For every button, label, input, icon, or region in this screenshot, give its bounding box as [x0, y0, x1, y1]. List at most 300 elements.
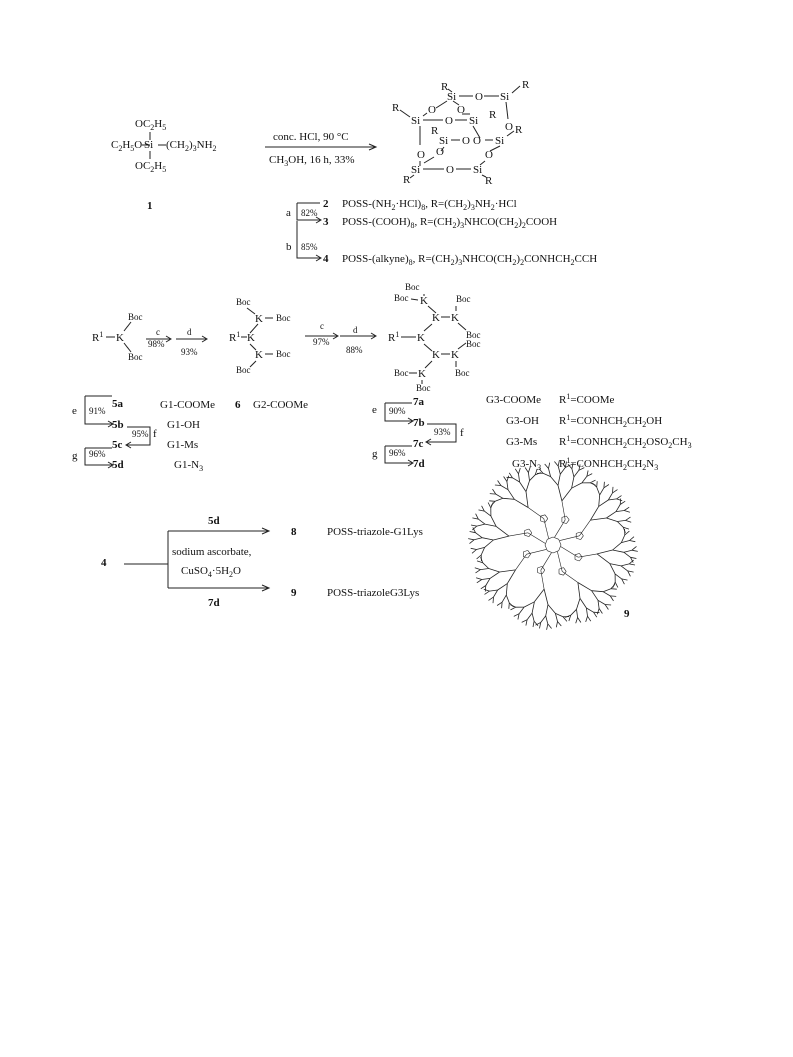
cage-r: R: [441, 81, 449, 93]
dendrimer-bond: [592, 483, 596, 487]
dendrimer-bond: [494, 590, 498, 597]
dendrimer-bond: [578, 618, 581, 623]
dendrimer-bond: [500, 570, 516, 572]
product-text: POSS-$(COOH)_8$, $R=(CH_2)_3NHCO(CH_2)_2COOH$: [342, 216, 558, 230]
compound-label: 5d: [112, 459, 124, 471]
compound-label: 7a: [413, 396, 424, 408]
scheme1-products: [286, 198, 597, 267]
conditions-top: conc. HCl, 90 °C: [273, 131, 349, 143]
dendrimer-bond: [579, 520, 590, 536]
dendrimer-bond: [599, 495, 600, 507]
boc-group: Boc: [466, 330, 481, 340]
product-text: POSS-$(alkyne)_8$, $R=(CH_2)_3NHCO(CH_2)_2CONHCH_2CCH$: [342, 253, 598, 267]
dendrimer-bond: [526, 481, 530, 492]
arrow-g2-to-g3: [305, 321, 376, 355]
dendrimer-bond: [528, 554, 531, 558]
dendrimer-bond: [586, 616, 588, 622]
dendrimer-bond: [507, 476, 509, 482]
compound-name: $G3-N_3$: [512, 458, 542, 472]
dendrimer-bond: [545, 539, 547, 545]
dendrimer-bond: [599, 609, 602, 614]
dendrimer-bond: [548, 624, 552, 629]
step-letter: f: [153, 428, 157, 440]
dendrimer-bond: [534, 589, 544, 602]
product-label: 2: [323, 198, 329, 210]
boc-group: Boc: [394, 368, 409, 378]
dendrimer-bond: [632, 550, 638, 551]
dendrimer-bond: [626, 517, 631, 520]
step-letter: e: [72, 405, 77, 417]
boc-group: Boc: [456, 294, 471, 304]
cage-r: R: [522, 79, 530, 91]
step-letter: c: [156, 327, 160, 337]
dendrimer-bond: [547, 624, 548, 630]
dendrimer-bond: [576, 618, 578, 624]
k-atom: K: [255, 349, 263, 361]
boc-group: Boc: [405, 282, 420, 292]
dendrimer-bond: [572, 483, 582, 488]
dendrimer-bond: [605, 605, 608, 610]
dendrimer-bond: [608, 493, 612, 500]
dendrimer-bond: [624, 552, 631, 557]
dendrimer-bond: [613, 550, 624, 552]
dendrimer-bond: [603, 589, 611, 592]
dendrimer-bond: [559, 574, 564, 575]
scheme3: [101, 515, 423, 609]
step-letter: g: [72, 450, 78, 462]
product-text: POSS-$(NH_2\cdot HCl)_8$, $R=(CH_2)_3NH_2\cdot HCl$: [342, 198, 517, 212]
dendrimer-bond: [558, 474, 560, 485]
boc-group: Boc: [276, 313, 291, 323]
dendrimer-bond: [562, 516, 567, 517]
dendrimer-bond: [632, 546, 637, 550]
g1-series: [72, 396, 308, 473]
dendrimer-bond: [489, 569, 500, 573]
dendrimer-bond: [630, 537, 635, 541]
dendrimer-bond: [514, 499, 528, 507]
conditions-line2: $CuSO_4\cdot 5H_2O$: [181, 565, 241, 579]
compound-name: G1-Ms: [167, 439, 199, 451]
dendrimer-bond: [542, 566, 545, 570]
step-yield: 85%: [301, 242, 318, 252]
dendrimer-bond: [490, 494, 496, 495]
dendrimer-bond: [620, 499, 621, 505]
dendrimer-bond: [578, 583, 580, 599]
cage-si: Si: [500, 91, 510, 103]
dendrimer-bond: [541, 616, 546, 623]
cage-r: R: [489, 109, 497, 121]
dendrimer-bond: [579, 557, 582, 561]
compound-label: 7c: [413, 438, 424, 450]
g3-series: [372, 392, 692, 472]
dendrimer-bond: [541, 553, 552, 570]
dendrimer-bond: [624, 511, 630, 513]
dendrimer-bond: [613, 490, 618, 493]
dendrimer-bond: [616, 505, 620, 512]
g2-structure: [229, 297, 291, 375]
dendrimer-bond: [485, 540, 494, 547]
dendrimer-bond: [590, 480, 595, 483]
dendrimer-bond: [605, 605, 611, 606]
dendrimer-bond: [497, 602, 502, 605]
dendrimer-bond: [509, 473, 512, 478]
dendrimer-bond: [544, 589, 548, 605]
step-letter: f: [460, 427, 464, 439]
cage-r: R: [515, 124, 523, 136]
boc-group: Boc: [455, 368, 470, 378]
dendrimer-bond: [580, 598, 586, 608]
dendrimer-bond: [586, 608, 593, 612]
dendrimer-bond: [485, 586, 486, 592]
dendrimer-bond: [547, 551, 553, 553]
boc-group: Boc: [416, 383, 431, 393]
dendrimer-bond: [617, 496, 622, 499]
reagent-bottom: 7d: [208, 597, 220, 609]
dendrimer-bond: [606, 518, 617, 522]
dendrimer-bond: [558, 622, 562, 627]
dendrimer-bond: [562, 488, 572, 501]
step-yield: 96%: [89, 449, 106, 459]
dendrimer-bond: [495, 485, 501, 486]
product-label: 9: [291, 587, 297, 599]
dendrimer-bond: [532, 602, 534, 613]
dendrimer-bond: [559, 545, 561, 551]
dendrimer-bond: [498, 481, 501, 486]
cage-o: O: [428, 104, 436, 116]
compound-label: 7b: [413, 417, 425, 429]
dendrimer-bond: [502, 595, 506, 602]
step-letter: c: [320, 321, 324, 331]
dendrimer-bond: [545, 515, 548, 519]
dendrimer-bond: [493, 536, 509, 540]
dendrimer-bond: [578, 583, 592, 591]
dendrimer-bond: [542, 570, 545, 574]
dendrimer-bond: [477, 580, 482, 583]
dendrimer-bond: [566, 520, 569, 524]
dendrimer-bond: [617, 522, 623, 528]
dendrimer-bond: [576, 532, 581, 533]
dendrimer-bond: [485, 524, 496, 526]
k-atom: K: [451, 312, 459, 324]
product-label: 3: [323, 216, 329, 228]
reactant-left-sub: $C_2H_5O$: [111, 139, 143, 153]
conditions-bottom: $CH_3OH$, 16 h, 33%: [269, 154, 355, 168]
dendrimer-bond: [491, 501, 495, 505]
cage-si: Si: [411, 115, 421, 127]
cage-r: R: [485, 175, 493, 187]
dendrimer-bond: [576, 538, 581, 540]
step-yield: 95%: [132, 429, 149, 439]
dendrimer-bond: [488, 503, 491, 508]
dendrimer-bond: [598, 600, 599, 608]
dendrimer-bond: [486, 578, 490, 585]
k-atom: K: [247, 332, 255, 344]
boc-group: Boc: [128, 312, 143, 322]
arrow-g1-to-g2: [146, 327, 207, 357]
cage-o: O: [457, 104, 465, 116]
dendrimer-bond: [597, 481, 598, 487]
dendrimer-bond: [594, 612, 597, 617]
dendrimer-bond: [592, 591, 598, 601]
dendrimer-bond: [549, 463, 550, 469]
step-letter: d: [353, 325, 358, 335]
dendrimer-bond: [577, 609, 578, 617]
dendrimer-bond: [562, 571, 578, 582]
reactant-right-sub: $(CH_2)_3NH_2$: [166, 139, 217, 153]
product-name: POSS-triazole-G1Lys: [327, 526, 423, 538]
step-letter: d: [187, 327, 192, 337]
compound-name: G3-Ms: [506, 436, 538, 448]
dendrimer-bond: [506, 584, 507, 596]
dendrimer-bond: [586, 608, 587, 616]
r1-definition: $R^1=CONHCH_2CH_2OH$: [559, 413, 663, 429]
dendrimer-bond: [562, 522, 567, 524]
compound-name: G2-COOMe: [253, 399, 308, 411]
dendrimer-bond: [546, 616, 548, 624]
start-label: 4: [101, 557, 107, 569]
dendrimer-bond: [482, 578, 490, 579]
product-name: POSS-triazoleG3Lys: [327, 587, 420, 599]
dendrimer-bond: [525, 535, 529, 536]
dendrimer-bond: [471, 525, 477, 526]
dendrimer-bond: [566, 516, 569, 520]
cage-o: O: [505, 121, 513, 133]
dendrimer-bond: [610, 596, 616, 597]
dendrimer-bond: [575, 553, 579, 554]
dendrimer-bond: [476, 578, 482, 580]
step-yield: 82%: [301, 208, 318, 218]
dendrimer-bond: [496, 494, 503, 498]
k-atom: K: [418, 368, 426, 380]
compound-name: G3-COOMe: [486, 394, 541, 406]
dendrimer-bond: [527, 549, 547, 554]
dendrimer-bond: [475, 568, 481, 570]
boc-group: Boc: [236, 297, 251, 307]
dendrimer-bond: [626, 520, 632, 522]
cage-si: Si: [439, 135, 449, 147]
reactant-top-sub: $OC_2H_5$: [135, 118, 167, 132]
dendrimer-bond: [611, 589, 617, 590]
dendrimer-bond: [597, 550, 613, 554]
dendrimer-bond: [621, 566, 628, 571]
dendrimer-bond: [511, 607, 516, 610]
dendrimer-bond: [598, 600, 605, 604]
dendrimer-bond: [533, 621, 534, 627]
scheme1-arrow: [265, 131, 376, 168]
r1-definition: $R^1=CONHCH_2CH_2N_3$: [559, 456, 659, 472]
dendrimer-9-structure: [468, 460, 638, 630]
dendrimer-bond: [490, 590, 498, 591]
dendrimer-bond: [504, 477, 507, 482]
k-atom: K: [417, 332, 425, 344]
dendrimer-bond: [503, 498, 515, 499]
step-yield: 97%: [313, 337, 330, 347]
dendrimer-bond: [525, 529, 529, 531]
dendrimer-bond: [615, 574, 622, 579]
dendrimer-bond: [491, 516, 496, 526]
dendrimer-bond: [496, 526, 509, 536]
dendrimer-bond: [519, 607, 524, 614]
dendrimer-bond: [581, 536, 584, 540]
dendrimer-bond: [541, 515, 546, 516]
reagent-top: 5d: [208, 515, 220, 527]
dendrimer-bond: [528, 473, 529, 481]
dendrimer-bond: [529, 529, 532, 533]
cage-si: Si: [495, 135, 505, 147]
k-atom: K: [255, 313, 263, 325]
cage-o: O: [485, 149, 493, 161]
dendrimer-bond: [476, 533, 483, 538]
step-yield: 96%: [389, 448, 406, 458]
dendrimer-bond: [484, 511, 491, 516]
dendrimer-bond: [556, 622, 557, 628]
scheme1-reactant: [111, 118, 217, 212]
dendrimer-bond: [509, 603, 510, 609]
dendrimer-bond: [545, 519, 548, 523]
compound-label: 5b: [112, 419, 124, 431]
dendrimer-bond: [554, 462, 558, 467]
dendrimer-bond: [477, 524, 485, 526]
dendrimer-bond: [588, 616, 591, 621]
k-atom: K: [116, 332, 124, 344]
dendrimer-bond: [493, 489, 496, 494]
cage-o: O: [446, 164, 454, 176]
dendrimer-bond: [482, 538, 493, 540]
dendrimer-bond: [551, 477, 558, 486]
dendrimer-bond: [597, 609, 599, 615]
dendrimer-bond: [610, 596, 613, 601]
cage-o: O: [445, 115, 453, 127]
dendrimer-bond: [485, 591, 490, 594]
dendrimer-bond: [591, 506, 599, 520]
dendrimer-bond: [604, 485, 609, 488]
dendrimer-bond: [575, 560, 579, 562]
k-atom: K: [432, 312, 440, 324]
dendrimer-bond: [597, 554, 610, 564]
dendrimer-bond: [524, 602, 534, 607]
dendrimer-bond: [538, 566, 543, 568]
dendrimer-bond: [526, 492, 528, 508]
dendrimer-bond: [502, 602, 503, 608]
cage-r: R: [403, 174, 411, 186]
dendrimer-bond: [470, 540, 475, 544]
dendrimer-bond: [519, 474, 520, 482]
k-atom: K: [432, 349, 440, 361]
dendrimer-bond: [474, 538, 482, 540]
k-atom: K: [420, 295, 428, 307]
dendrimer-bond: [604, 482, 605, 488]
dendrimer-bond: [572, 477, 574, 488]
step-yield: 90%: [389, 406, 406, 416]
dendrimer-bond: [506, 595, 509, 603]
dendrimer-bond: [495, 498, 503, 501]
cage-si: Si: [473, 164, 483, 176]
dendrimer-bond: [591, 518, 607, 520]
dendrimer-bond: [507, 570, 515, 584]
dendrimer-bond: [553, 537, 559, 539]
step-letter: a: [286, 207, 291, 219]
dendrimer-bond: [621, 564, 629, 566]
dendrimer-bond: [611, 584, 615, 588]
boc-group: Boc: [394, 293, 409, 303]
reactant-label: 1: [147, 200, 153, 212]
cage-si: Si: [469, 115, 479, 127]
r1-label: $R^1$: [92, 330, 104, 344]
dendrimer-bond: [478, 519, 485, 524]
dendrimer-bond: [572, 469, 574, 477]
dendrimer-bond: [613, 543, 622, 550]
step-yield: 98%: [148, 339, 165, 349]
dendrimer-bond: [629, 564, 635, 565]
dendrimer-bond: [620, 501, 625, 504]
g1-structure: [92, 312, 143, 362]
dendrimer-bond: [501, 486, 508, 490]
cage-o: O: [436, 146, 444, 158]
dendrimer-bond: [516, 554, 527, 570]
dendrimer-bond: [545, 464, 549, 469]
dendrimer-bond: [571, 609, 577, 615]
dendrimer-bond: [523, 550, 528, 552]
boc-group: Boc: [466, 339, 481, 349]
compound-label: 6: [235, 399, 241, 411]
dendrimer-bond: [527, 613, 532, 620]
dendrimer-bond: [613, 487, 614, 493]
dendrimer-bond: [490, 572, 500, 578]
product-label: 8: [291, 526, 297, 538]
poss-cage: [392, 79, 530, 187]
boc-group: Boc: [236, 365, 251, 375]
dendrimer-bond: [599, 500, 609, 506]
dendrimer-bond: [594, 612, 600, 613]
dendrimer-bond: [483, 563, 489, 569]
dendrimer-bond: [528, 508, 544, 519]
dendrimer-bond: [509, 603, 513, 607]
dendrimer-bond: [624, 507, 629, 510]
dendrimer-bond: [615, 582, 618, 587]
dendrimer-bond: [617, 499, 623, 501]
dendrimer-bond: [625, 531, 630, 535]
dendrimer-bond: [592, 591, 604, 592]
dendrimer-bond: [489, 501, 495, 502]
step-letter: e: [372, 404, 377, 416]
g3-structure: [388, 282, 481, 393]
step-letter: b: [286, 241, 292, 253]
dendrimer-bond: [597, 487, 600, 495]
dendrimer-bond: [481, 586, 486, 589]
dendrimer-bond: [608, 499, 616, 500]
dendrimer-bond: [603, 592, 610, 596]
dendrimer-bond: [616, 511, 624, 512]
dendrimer-bond: [513, 478, 520, 482]
dendrimer-bond: [468, 539, 474, 540]
compound-label: 7d: [413, 458, 425, 470]
r1-definition: $R^1=COOMe$: [559, 392, 615, 406]
dendrimer-bond: [530, 475, 536, 481]
reactant-bottom-sub: $OC_2H_5$: [135, 160, 167, 174]
r1-label: $R^1$: [388, 330, 400, 344]
r1-label: $R^1$: [229, 330, 241, 344]
dendrimer-bond: [617, 520, 625, 521]
dendrimer-bond: [481, 569, 489, 570]
dendrimer-bond: [471, 548, 477, 549]
boc-group: Boc: [276, 349, 291, 359]
dendrimer-bond: [476, 570, 481, 573]
dendrimer-bond: [484, 589, 490, 591]
dendrimer-bond: [561, 547, 578, 558]
dendrimer-bond: [610, 564, 621, 566]
compound-name: G1-COOMe: [160, 399, 215, 411]
cage-si: Si: [411, 164, 421, 176]
